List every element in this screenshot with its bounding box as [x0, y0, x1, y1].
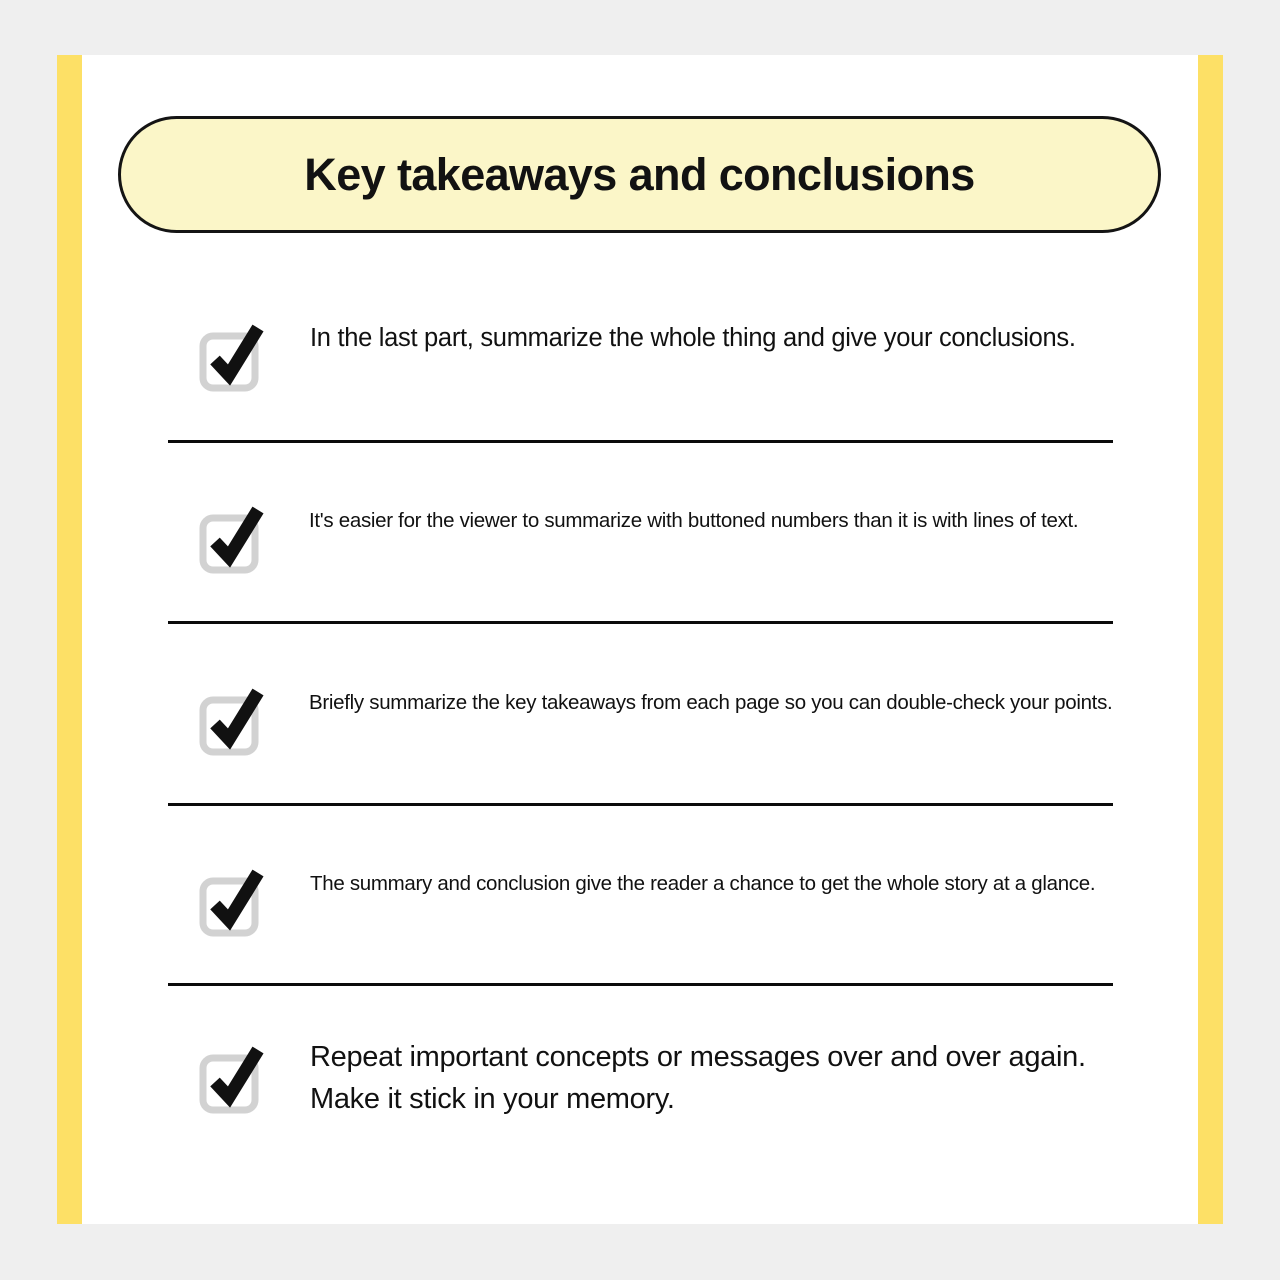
checked-checkbox-icon[interactable] [196, 502, 268, 574]
accent-bar-left [57, 55, 82, 1224]
text-line: Make it stick in your memory. [310, 1083, 675, 1115]
checklist-item-text [310, 1036, 1086, 1120]
text-line: It's easier for the viewer to summarize with buttoned numbers than it is with lines of text. [309, 509, 1079, 532]
checklist-item-text [309, 685, 1112, 721]
text-line: In the last part, summarize the whole thing and give your conclusions. [310, 324, 1076, 352]
text-line: The summary and conclusion give the reader a chance to get the whole story at a glance. [310, 872, 1096, 895]
checklist-item-text [310, 318, 1076, 358]
checklist-item-text [309, 503, 1078, 539]
divider [168, 621, 1113, 624]
checked-checkbox-icon[interactable] [196, 320, 268, 392]
divider [168, 440, 1113, 443]
text-line: Briefly summarize the key takeaways from each page so you can double-check your points. [309, 691, 1113, 714]
checked-checkbox-icon[interactable] [196, 684, 268, 756]
checklist-item-text [310, 866, 1095, 902]
accent-bar-right [1198, 55, 1223, 1224]
divider [168, 803, 1113, 806]
text-line: Repeat important concepts or messages over and over again. [310, 1041, 1086, 1073]
title-pill [118, 116, 1161, 233]
checked-checkbox-icon[interactable] [196, 1042, 268, 1114]
checked-checkbox-icon[interactable] [196, 865, 268, 937]
slide-title: Key takeaways and conclusions [304, 149, 975, 200]
divider [168, 983, 1113, 986]
